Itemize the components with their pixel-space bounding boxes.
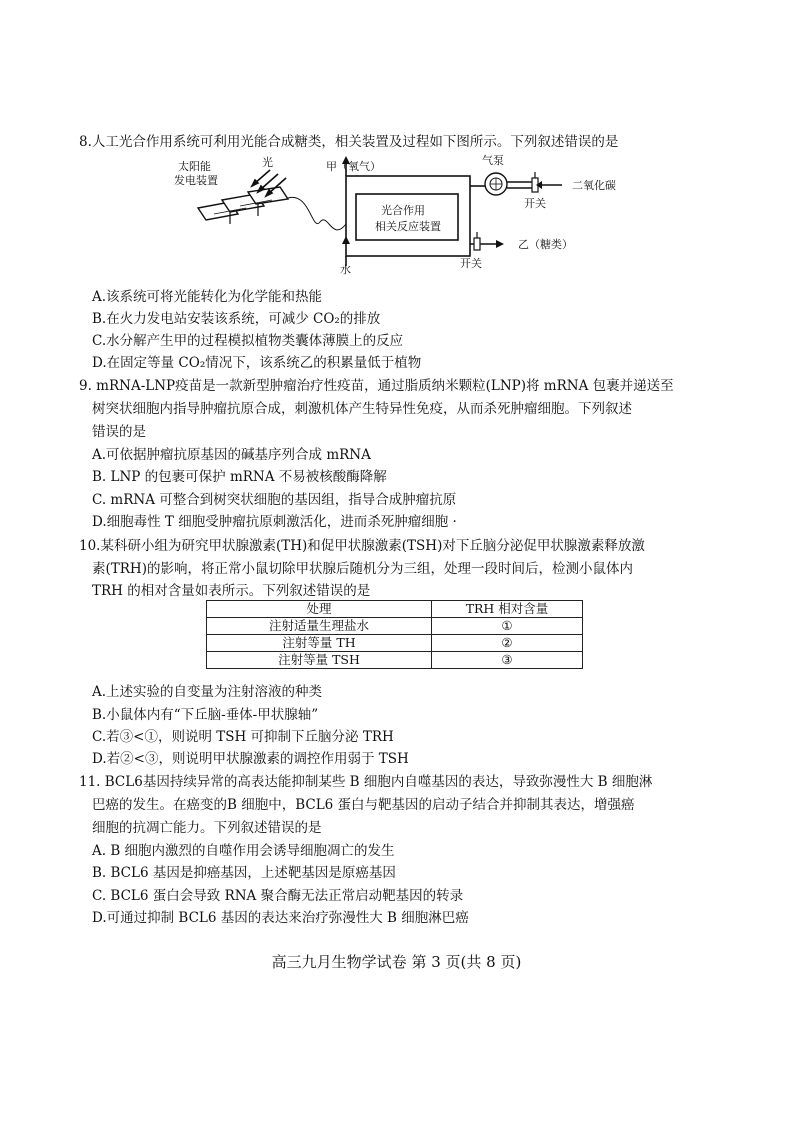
- q11-option-a: A. B 细胞内激烈的自噬作用会诱导细胞凋亡的发生: [92, 843, 395, 859]
- sugar-out-arrow-icon: [496, 240, 504, 248]
- question-10-stem-line-2: 素(TRH)的影响，将正常小鼠切除甲状腺后随机分为三组，处理一段时间后，检测小鼠体内: [92, 561, 633, 577]
- q11-option-b: B. BCL6 基因是抑癌基因，上述靶基因是原癌基因: [92, 865, 396, 881]
- table-header-trh: TRH 相对含量: [432, 601, 583, 618]
- table-row: [207, 618, 583, 635]
- question-11-stem-line-1: 11. BCL6基因持续异常的高表达能抑制某些 B 细胞内自噬基因的表达，导致弥漫性大 B 细胞淋: [79, 774, 653, 790]
- solar-panel-icon: [198, 187, 288, 224]
- q11-option-c: C. BCL6 蛋白会导致 RNA 聚合酶无法正常启动靶基因的转录: [92, 888, 464, 904]
- q10-option-a: A.上述实验的自变量为注射溶液的种类: [92, 684, 323, 700]
- reactor-label-1: 光合作用: [381, 204, 425, 217]
- page-footer: 高三九月生物学试卷 第 3 页(共 8 页): [271, 953, 522, 971]
- reactor-box: [356, 194, 458, 240]
- pump-label: 气泵: [482, 154, 504, 167]
- table-cell: ②: [432, 635, 583, 652]
- reactor-label-2: 相关反应装置: [375, 220, 441, 233]
- table-cell: 注射等量 TSH: [207, 652, 432, 669]
- co2-label: 二氧化碳: [572, 179, 616, 192]
- q8-option-d: D.在固定等量 CO₂情况下，该系统乙的积累量低于植物: [92, 355, 422, 371]
- q8-option-a: A.该系统可将光能转化为化学能和热能: [92, 289, 323, 305]
- question-10-stem-line-1: 10.某科研小组为研究甲状腺激素(TH)和促甲状腺激素(TSH)对下丘脑分泌促甲状腺激素释放激: [79, 538, 645, 554]
- light-label: 光: [262, 156, 273, 169]
- water-in-arrow-icon: [342, 236, 350, 244]
- solar-label-2: 发电装置: [174, 174, 218, 187]
- table-row: [207, 652, 583, 669]
- water-label: 水: [340, 263, 351, 276]
- q10-option-d: D.若②<③，则说明甲状腺激素的调控作用弱于 TSH: [92, 751, 409, 767]
- question-9-stem-line-2: 树突状细胞内指导肿瘤抗原合成，刺激机体产生特异性免疫，从而杀死肿瘤细胞。下列叙述: [92, 401, 632, 417]
- switch-top-label: 开关: [524, 197, 546, 210]
- jia-label: 甲（氧气）: [326, 160, 381, 173]
- question-11-stem-line-2: 巴癌的发生。在癌变的B 细胞中，BCL6 蛋白与靶基因的启动子结合并抑制其表达，增强癌: [92, 797, 635, 813]
- q11-option-d: D.可通过抑制 BCL6 基因的表达来治疗弥漫性大 B 细胞淋巴癌: [92, 910, 469, 926]
- q9-option-b: B. LNP 的包裹可保护 mRNA 不易被核酸酶降解: [92, 469, 387, 485]
- question-11-stem-line-3: 细胞的抗凋亡能力。下列叙述错误的是: [92, 820, 322, 836]
- q10-option-b: B.小鼠体内有“下丘脑-垂体-甲状腺轴”: [92, 707, 319, 723]
- q8-option-c: C.水分解产生甲的过程模拟植物类囊体薄膜上的反应: [92, 333, 404, 349]
- question-8-stem: 8.人工光合作用系统可利用光能合成糖类，相关装置及过程如下图所示。下列叙述错误的是: [79, 134, 619, 150]
- table-cell: 注射适量生理盐水: [207, 618, 432, 635]
- question-9-stem-line-3: 错误的是: [92, 424, 146, 440]
- q10-option-c: C.若③<①，则说明 TSH 可抑制下丘脑分泌 TRH: [92, 729, 394, 745]
- q9-option-a: A.可依据肿瘤抗原基因的碱基序列合成 mRNA: [92, 447, 371, 463]
- question-10-stem-line-3: TRH 的相对含量如表所示。下列叙述错误的是: [92, 583, 371, 599]
- trh-table: [206, 600, 583, 669]
- q9-option-c: C. mRNA 可整合到树突状细胞的基因组，指导合成肿瘤抗原: [92, 492, 457, 508]
- wire: [288, 197, 346, 229]
- question-9-stem-line-1: 9. mRNA-LNP疫苗是一款新型肿瘤治疗性疫苗，通过脂质纳米颗粒(LNP)将 mRNA 包裹并递送至: [79, 378, 674, 394]
- table-header-row: [207, 601, 583, 618]
- switch-bottom-label: 开关: [460, 257, 482, 270]
- q8-option-b: B.在火力发电站安装该系统，可减少 CO₂的排放: [92, 311, 381, 327]
- yi-label: 乙（糖类）: [518, 238, 573, 251]
- photosynthesis-system-diagram: [160, 152, 616, 276]
- table-cell: 注射等量 TH: [207, 635, 432, 652]
- solar-label-1: 太阳能: [178, 160, 211, 173]
- table-cell: ③: [432, 652, 583, 669]
- q9-option-d: D.细胞毒性 T 细胞受肿瘤抗原刺激活化，进而杀死肿瘤细胞 ·: [92, 514, 457, 530]
- table-header-treatment: 处理: [207, 601, 432, 618]
- switch-bottom-icon: [474, 238, 480, 250]
- table-row: [207, 635, 583, 652]
- table-cell: ①: [432, 618, 583, 635]
